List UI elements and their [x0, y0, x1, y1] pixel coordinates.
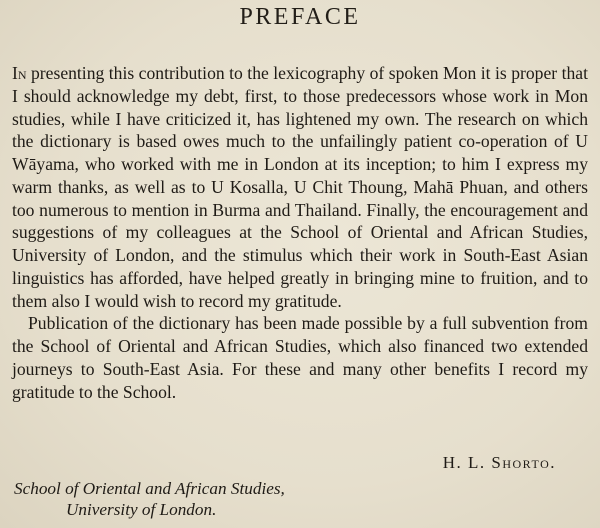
- preface-body: [12, 62, 588, 403]
- paragraph-1-lead: In: [12, 63, 27, 83]
- address-line-1: School of Oriental and African Studies,: [14, 479, 285, 498]
- author-signature: H. L. Shorto.: [442, 453, 556, 472]
- paragraph-1-text: presenting this contribution to the lexicography of spoken Mon it is proper that I should acknowledge my debt, first, to those predecessors whose work in Mon studies, while I have criticized it, has lightened my own. The research on which the dictionary is based owes much to the unfailingly patient co-operation of U Wāyama, who worked with me in London at its inception; to him I express my warm thanks, as well as to U Kosalla, U Chit Thoung, Mahā Phuan, and others too numerous to mention in Burma and Thailand. Finally, the encouragement and suggestions of my colleagues at the School of Oriental and African Studies, University of London, and the stimulus which their work in South-East Asian linguistics has afforded, have helped greatly in bringing mine to fruition, and to them also I would wish to record my gratitude.: [12, 63, 588, 311]
- address-line-2: University of London.: [66, 500, 217, 519]
- paragraph-1: [12, 62, 588, 312]
- institution-address: [14, 478, 285, 520]
- paragraph-2: Publication of the dictionary has been made possible by a full subvention from the School of Oriental and African Studies, which also financed two extended journeys to South-East Asia. For these and many other benefits I record my gratitude to the School.: [12, 313, 588, 402]
- page-title: PREFACE: [239, 4, 361, 30]
